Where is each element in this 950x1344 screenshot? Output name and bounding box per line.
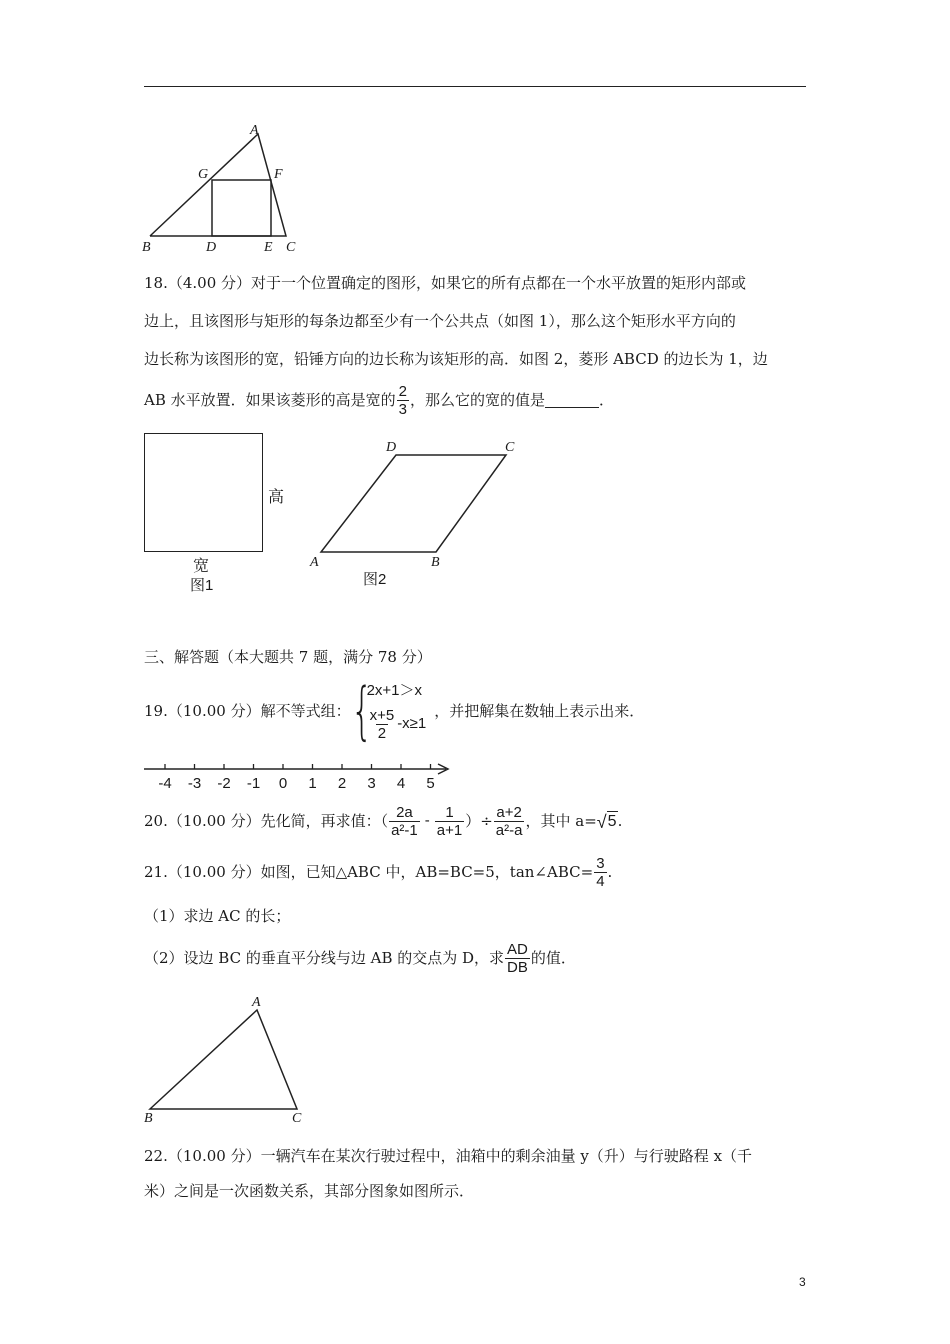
q21-frac-den: 4: [596, 872, 605, 890]
tick-label: 0: [278, 775, 288, 792]
system-brace: {: [350, 674, 373, 747]
inequality-system: [350, 674, 427, 747]
q18-line4-end: ．: [599, 391, 615, 409]
q19-post: ，并把解集在数轴上表示出来．: [434, 702, 645, 720]
figure1-width-label: 宽: [193, 558, 210, 575]
q20-post: ，其中 a=: [525, 812, 597, 830]
figure2-caption: 图2: [363, 571, 387, 588]
q20-frac3-den: a²-a: [495, 821, 523, 839]
q21-sub1: （1）求边 AC 的长；: [144, 907, 291, 925]
q20-frac1-den: a²-1: [391, 821, 418, 839]
label-a: A: [310, 555, 319, 570]
system-rows: [367, 681, 427, 742]
tick-label: 4: [396, 775, 406, 792]
label-d: D: [206, 240, 217, 255]
q21-sub2: [144, 936, 576, 980]
label-c: C: [505, 440, 515, 455]
q20-frac2: [435, 804, 464, 839]
figure1-rectangle: [144, 433, 263, 552]
q20-frac3-num: a+2: [496, 803, 522, 821]
label-b: B: [144, 1111, 153, 1126]
system-row2: [367, 707, 427, 742]
q20-frac1: [389, 804, 420, 839]
section3-heading: 三、解答题（本大题共 7 题，满分 78 分）: [144, 648, 432, 666]
q20-minus: -: [424, 812, 430, 829]
q18-line4-pre: AB 水平放置．如果该菱形的高是宽的: [144, 391, 396, 409]
row2-den: 2: [377, 724, 387, 742]
q19-pre: 19.（10.00 分）解不等式组：: [144, 702, 351, 720]
q19: [144, 672, 644, 750]
label-a: A: [250, 123, 259, 138]
q18-line2: 边上，且该图形与矩形的每条边都至少有一个公共点（如图 1），那么这个矩形水平方向的: [144, 312, 736, 330]
tick-label: 1: [308, 775, 317, 792]
triangle-abc: [150, 1010, 297, 1109]
q20: [144, 798, 622, 844]
tick-label: -1: [246, 775, 261, 792]
sqrt-radicand: 5: [607, 812, 617, 830]
q20-frac2-den: a+1: [436, 821, 463, 839]
label-b: B: [431, 555, 440, 570]
q18-fraction: [397, 383, 409, 418]
q21-sub2-pre: （2）设边 BC 的垂直平分线与边 AB 的交点为 D，求: [144, 949, 505, 967]
q18-line4-post: ，那么它的宽的值是: [409, 391, 545, 409]
label-a: A: [252, 995, 261, 1010]
q18-line4: [144, 378, 614, 422]
q21-sub2-num: AD: [507, 940, 528, 958]
label-c: C: [292, 1111, 302, 1126]
answer-blank: [545, 393, 599, 408]
figure-q21-triangle: [138, 990, 318, 1130]
figure-q17-triangle: [138, 118, 308, 258]
q18-frac-den: 3: [398, 400, 407, 418]
q20-pre: 20.（10.00 分）先化简，再求值：（: [144, 812, 389, 830]
q21-sub2-den: DB: [507, 958, 528, 976]
tick-label: 5: [426, 775, 435, 792]
q20-mid: ）÷: [465, 812, 493, 830]
header-rule: [144, 86, 806, 87]
q20-frac1-num: 2a: [396, 803, 413, 821]
q20-frac3: [494, 804, 525, 839]
tick-label: -4: [158, 775, 172, 792]
q20-end: .: [617, 812, 623, 830]
tick-label: 3: [367, 775, 376, 792]
q18-line3: 边长称为该图形的宽，铅锤方向的边长称为该矩形的高．如图 2，菱形 ABCD 的边长为 1，边: [144, 350, 768, 368]
q21-end: .: [607, 863, 613, 881]
q18-frac-num: 2: [398, 382, 407, 400]
figure1-caption: 图1: [190, 577, 214, 594]
q21-sub2-fraction: [505, 941, 530, 976]
label-d: D: [386, 440, 397, 455]
sqrt-sign: √: [596, 811, 607, 832]
q21-frac-num: 3: [596, 854, 605, 872]
label-e: E: [264, 240, 273, 255]
q20-frac2-num: 1: [445, 803, 454, 821]
sqrt-expression: [597, 811, 618, 832]
label-c: C: [286, 240, 296, 255]
q21-pre: 21.（10.00 分）如图，已知△ABC 中，AB=BC=5，tan∠ABC=: [144, 863, 594, 881]
number-line: [140, 758, 460, 794]
tick-label: -2: [217, 775, 231, 792]
q18-line1: 18.（4.00 分）对于一个位置确定的图形，如果它的所有点都在一个水平放置的矩形内部或: [144, 274, 747, 292]
q22-line2: 米）之间是一次函数关系，其部分图象如图所示．: [144, 1182, 475, 1200]
figure1-height-label: 高: [268, 489, 285, 506]
system-row1: 2x+1＞x: [366, 681, 423, 699]
row2-num: x+5: [369, 706, 395, 724]
label-g: G: [198, 167, 209, 182]
q21-fraction: [594, 855, 606, 890]
rhombus-abcd: [321, 455, 506, 552]
q21-sub2-post: 的值．: [530, 949, 576, 967]
q21: [144, 850, 612, 894]
square-gfed: [212, 180, 271, 236]
label-f: F: [274, 167, 283, 182]
triangle-abc: [150, 134, 286, 236]
tick-label: 2: [337, 775, 347, 792]
q22-line1: 22.（10.00 分）一辆汽车在某次行驶过程中，油箱中的剩余油量 y（升）与行驶路程 x（千: [144, 1147, 753, 1165]
label-b: B: [142, 240, 151, 255]
row2-rest: -x≥1: [397, 715, 427, 732]
tick-label: -3: [187, 775, 202, 792]
figure2-rhombus: [306, 436, 526, 596]
page-number: 3: [799, 1275, 806, 1289]
